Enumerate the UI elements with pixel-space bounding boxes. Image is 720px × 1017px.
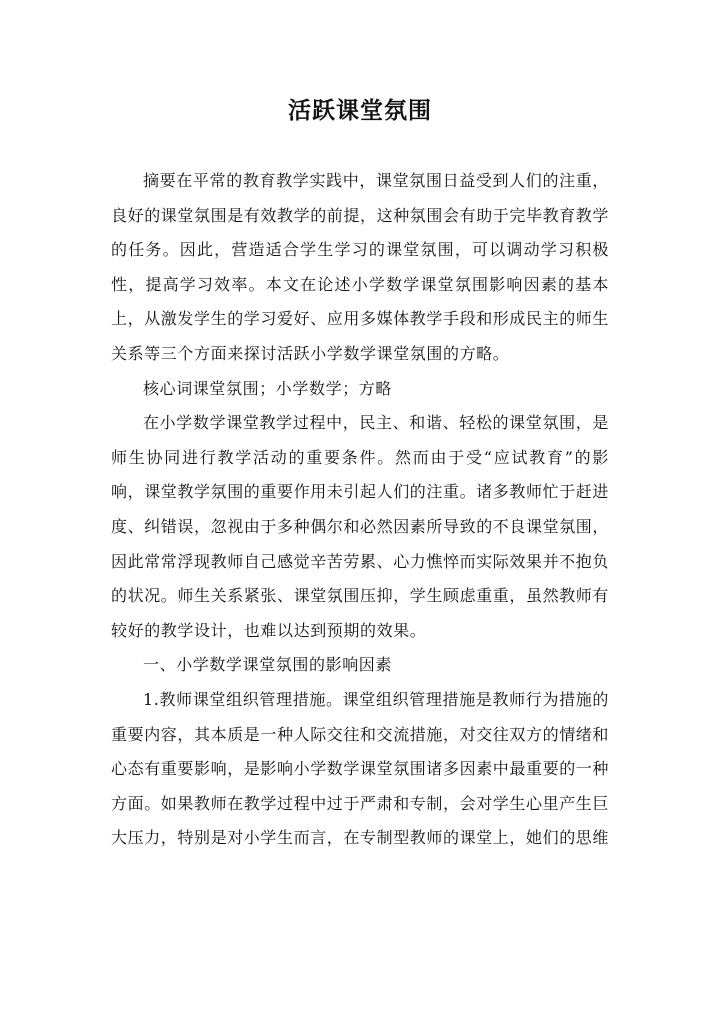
document-body — [111, 164, 609, 856]
abstract-paragraph: 摘要在平常的教育教学实践中，课堂氛围日益受到人们的注重，良好的课堂氛围是有效教学的前提，这种氛围会有助于完毕教育教学的任务。因此，营造适合学生学习的课堂氛围，可以调动学习积极性，提高学习效率。本文在论述小学数学课堂氛围影响因素的基本上，从激发学生的学习爱好、应用多媒体教学手段和形成民主的师生关系等三个方面来探讨活跃小学数学课堂氛围的方略。 — [111, 171, 610, 363]
section-paragraph: 1.教师课堂组织管理措施。课堂组织管理措施是教师行为措施的重要内容，其本质是一种人际交往和交流措施，对交往双方的情绪和心态有重要影响，是影响小学数学课堂氛围诸多因素中最重要的一种方面。如果教师在教学过程中过于严肃和专制，会对学生心里产生巨大压力，特别是对小学生而言，在专制型教师的课堂上，她们的思维 — [111, 689, 610, 848]
document-title: 活跃课堂氛围 — [288, 97, 432, 124]
introduction-paragraph: 在小学数学课堂教学过程中，民主、和谐、轻松的课堂氛围，是师生协同进行教学活动的重要条件。然而由于受“应试教育”的影响，课堂教学氛围的重要作用未引起人们的注重。诸多教师忙于赶进度、纠错误，忽视由于多种偶尔和必然因素所导致的不良课堂氛围，因此常常浮现教师自己感觉辛苦劳累、心力憔悴而实际效果并不抱负的状况。师生关系紧张、课堂氛围压抑，学生顾虑重重，虽然教师有较好的教学设计，也难以达到预期的效果。 — [111, 413, 610, 640]
section-heading: 一、小学数学课堂氛围的影响因素 — [143, 655, 393, 675]
keywords-paragraph: 核心词课堂氛围；小学数学；方略 — [143, 378, 393, 398]
